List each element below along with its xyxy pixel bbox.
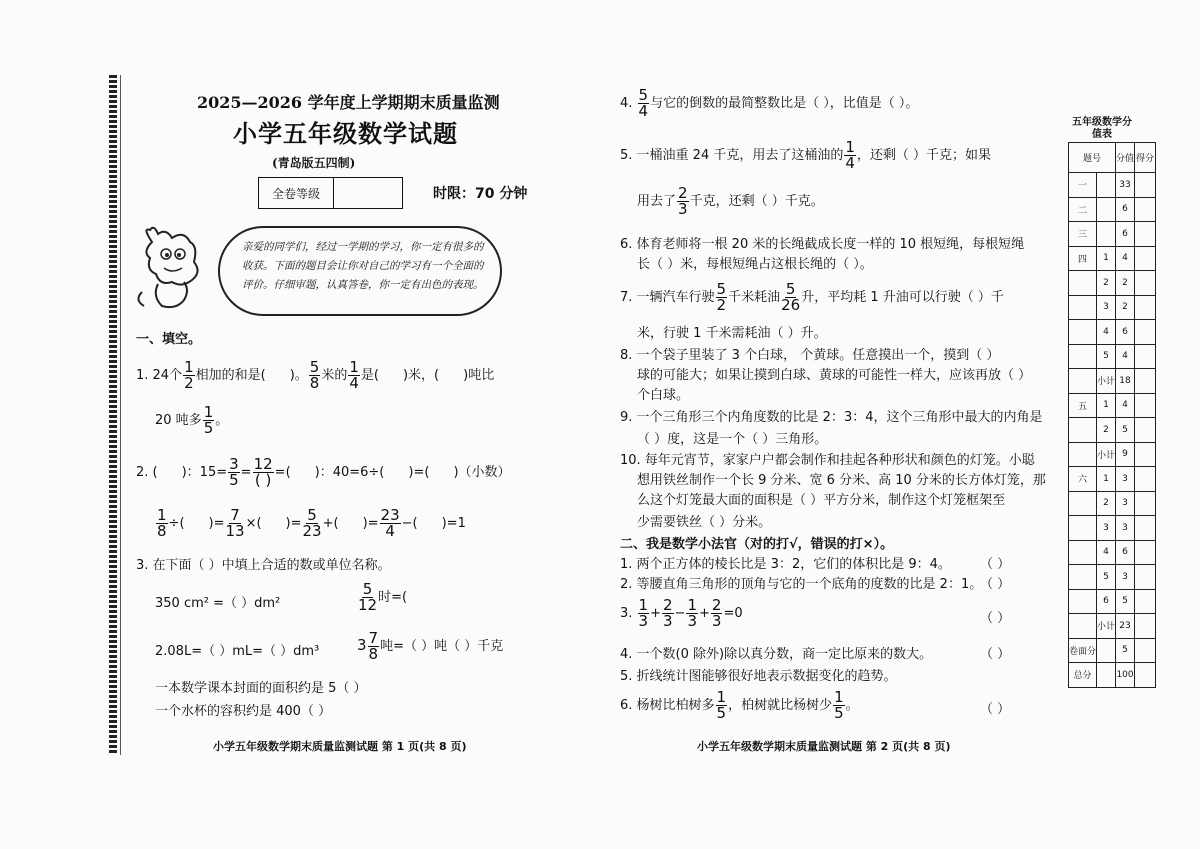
score-row xyxy=(1069,246,1156,271)
score-row-subitem: 4 xyxy=(1097,540,1116,565)
score-row-label xyxy=(1069,271,1097,296)
score-row-label xyxy=(1069,491,1097,516)
score-row-score-field[interactable] xyxy=(1135,344,1156,369)
question-7-line-1: 7. 一辆汽车行驶 $\frac{5}{2}$ 千米耗油 $\frac{5}{26}$ 升，平均耗 1 升油可以行驶（ ）千 xyxy=(620,280,1004,314)
binding-line xyxy=(120,75,121,755)
intro-bubble xyxy=(218,226,502,316)
score-row-subitem xyxy=(1097,197,1116,222)
question-3-a: 350 cm² =（ ）dm² xyxy=(155,596,281,611)
score-row-score-field[interactable] xyxy=(1135,369,1156,394)
score-row xyxy=(1069,418,1156,443)
score-row xyxy=(1069,320,1156,345)
score-row-subitem xyxy=(1097,173,1116,198)
judge-5: 5. 折线统计图能够很好地表示数据变化的趋势。 xyxy=(620,669,897,684)
score-row-score-field[interactable] xyxy=(1135,491,1156,516)
score-row-subitem xyxy=(1097,663,1116,688)
score-row-label xyxy=(1069,614,1097,639)
question-1-line-1: 1. 24个 $\frac{1}{2}$ 相加的和是( )。 $\frac{5}{8}$ 米的 $\frac{1}{4}$ 是( )米，( )吨比 xyxy=(136,358,495,392)
score-row-score-field[interactable] xyxy=(1135,197,1156,222)
score-row-subitem: 小计 xyxy=(1097,369,1116,394)
score-row xyxy=(1069,393,1156,418)
score-row-score-field[interactable] xyxy=(1135,467,1156,492)
score-row-subitem: 3 xyxy=(1097,516,1116,541)
score-row-value: 6 xyxy=(1116,197,1135,222)
score-row-label xyxy=(1069,516,1097,541)
score-row-label xyxy=(1069,295,1097,320)
score-row xyxy=(1069,369,1156,394)
grade-box xyxy=(258,177,403,209)
score-row-label: 六 xyxy=(1069,467,1097,492)
score-row xyxy=(1069,638,1156,663)
grade-field[interactable] xyxy=(334,178,403,209)
question-8-line-3: 个白球。 xyxy=(637,388,690,403)
score-row-value: 3 xyxy=(1116,467,1135,492)
score-row-label: 卷面分 xyxy=(1069,638,1097,663)
score-row-score-field[interactable] xyxy=(1135,295,1156,320)
score-row-value: 4 xyxy=(1116,393,1135,418)
score-row-label: 三 xyxy=(1069,222,1097,247)
judge-2: 2. 等腰直角三角形的顶角与它的一个底角的度数的比是 2：1。 xyxy=(620,577,983,592)
question-10-line-1: 10. 每年元宵节，家家户户都会制作和挂起各种形状和颜色的灯笼。小聪 xyxy=(620,453,1035,468)
score-row-subitem xyxy=(1097,222,1116,247)
section-1-title: 一、填空。 xyxy=(136,332,202,347)
question-1-line-2: 20 吨多 $\frac{1}{5}$ 。 xyxy=(155,403,229,437)
score-row-label xyxy=(1069,418,1097,443)
intro-text: 亲爱的同学们，经过一学期的学习，你一定有很多的收获。下面的题目会让你对自己的学习有一个全面的评价。仔细审题，认真答卷，你一定有出色的表现。 xyxy=(242,241,484,291)
question-3-f: 一个水杯的容积约是 400（ ） xyxy=(155,704,332,719)
score-row-score-field[interactable] xyxy=(1135,638,1156,663)
score-row-value: 6 xyxy=(1116,320,1135,345)
score-row xyxy=(1069,663,1156,688)
score-row xyxy=(1069,173,1156,198)
score-row-score-field[interactable] xyxy=(1135,173,1156,198)
section-2-title: 二、我是数学小法官（对的打√，错误的打×）。 xyxy=(620,537,894,552)
score-row-subitem: 3 xyxy=(1097,295,1116,320)
score-row-score-field[interactable] xyxy=(1135,222,1156,247)
score-row-score-field[interactable] xyxy=(1135,614,1156,639)
score-row-subitem: 2 xyxy=(1097,418,1116,443)
question-2-line-1: 2. ( )：15= $\frac{3}{5}$ = $\frac{12}{( )}$ =( )：40=6÷( )=( )（小数） xyxy=(136,455,511,489)
score-row-score-field[interactable] xyxy=(1135,320,1156,345)
score-row-value: 4 xyxy=(1116,344,1135,369)
judge-3: 3. $\frac{1}{3}$ + $\frac{2}{3}$ − $\frac{1}{3}$ + $\frac{2}{3}$ =0 xyxy=(620,596,743,630)
score-row xyxy=(1069,589,1156,614)
score-row xyxy=(1069,344,1156,369)
score-row-value: 9 xyxy=(1116,442,1135,467)
score-row xyxy=(1069,197,1156,222)
question-10-line-2: 想用铁丝制作一个长 9 分米、宽 6 分米、高 10 分米的长方体灯笼，那 xyxy=(637,473,1046,488)
question-8-line-1: 8. 一个袋子里装了 3 个白球， 个黄球。任意摸出一个，摸到（ ） xyxy=(620,348,1000,363)
main-title: 小学五年级数学试题 xyxy=(233,119,458,148)
score-row-value: 5 xyxy=(1116,418,1135,443)
score-row-score-field[interactable] xyxy=(1135,271,1156,296)
score-row xyxy=(1069,295,1156,320)
judge-6-answer[interactable]: （ ） xyxy=(980,702,1011,717)
score-row-score-field[interactable] xyxy=(1135,589,1156,614)
score-row-value: 23 xyxy=(1116,614,1135,639)
score-row-label: 四 xyxy=(1069,246,1097,271)
binding-margin xyxy=(109,75,117,755)
time-limit: 时限：70 分钟 xyxy=(433,186,528,202)
question-4: 4. $\frac{5}{4}$ 与它的倒数的最简整数比是（ ），比值是（ ）。 xyxy=(620,86,919,120)
score-row-value: 2 xyxy=(1116,295,1135,320)
score-row-score-field[interactable] xyxy=(1135,246,1156,271)
score-row-subitem: 5 xyxy=(1097,344,1116,369)
score-row-subitem: 4 xyxy=(1097,320,1116,345)
question-5-line-2: 用去了 $\frac{2}{3}$ 千克，还剩（ ）千克。 xyxy=(637,184,824,218)
question-10-line-4: 少需要铁丝（ ）分米。 xyxy=(637,515,772,530)
question-3-c: 2.08L=（ ）mL=（ ）dm³ xyxy=(155,644,320,659)
score-head-score: 得分 xyxy=(1135,143,1156,173)
score-row-value: 3 xyxy=(1116,491,1135,516)
score-table xyxy=(1068,142,1156,688)
question-7-line-2: 米，行驶 1 千米需耗油（ ）升。 xyxy=(637,326,827,341)
score-row-subitem: 2 xyxy=(1097,491,1116,516)
score-row-value: 5 xyxy=(1116,638,1135,663)
score-head-value: 分值 xyxy=(1116,143,1135,173)
score-row-subitem: 1 xyxy=(1097,393,1116,418)
score-row-score-field[interactable] xyxy=(1135,540,1156,565)
score-row xyxy=(1069,491,1156,516)
score-row-label xyxy=(1069,344,1097,369)
score-row xyxy=(1069,467,1156,492)
score-row-value: 5 xyxy=(1116,589,1135,614)
score-row xyxy=(1069,271,1156,296)
score-row-value: 18 xyxy=(1116,369,1135,394)
score-row-label: 二 xyxy=(1069,197,1097,222)
page-1-footer: 小学五年级数学期末质量监测试题 第 1 页(共 8 页) xyxy=(213,740,467,753)
score-row-score-field[interactable] xyxy=(1135,393,1156,418)
score-row-score-field[interactable] xyxy=(1135,442,1156,467)
score-row-subitem: 1 xyxy=(1097,467,1116,492)
judge-4-answer[interactable]: （ ） xyxy=(980,647,1011,662)
question-2-line-2: $\frac{1}{8}$ ÷( )= $\frac{7}{13}$ ×( )= $\frac{5}{23}$ +( )= $\frac{23}{4}$ −( )=1 xyxy=(157,506,466,540)
score-row xyxy=(1069,442,1156,467)
score-row-label xyxy=(1069,540,1097,565)
score-row-label xyxy=(1069,565,1097,590)
question-3-d: 3 $\frac{7}{8}$ 吨=（ ）吨（ ）千克 xyxy=(357,629,504,663)
question-6-line-2: 长（ ）米，每根短绳占这根长绳的（ ）。 xyxy=(637,257,873,272)
judge-1-answer[interactable]: （ ） xyxy=(980,557,1011,572)
score-row-label xyxy=(1069,442,1097,467)
score-row xyxy=(1069,614,1156,639)
question-3-b: $\frac{5}{12}$ 时=( xyxy=(358,580,408,614)
score-row xyxy=(1069,516,1156,541)
question-3-e: 一本数学课本封面的面积约是 5（ ） xyxy=(155,681,367,696)
score-row-label xyxy=(1069,369,1097,394)
score-row-subitem: 1 xyxy=(1097,246,1116,271)
score-row-label xyxy=(1069,589,1097,614)
question-3: 3. 在下面（ ）中填上合适的数或单位名称。 xyxy=(136,558,391,573)
score-row-score-field[interactable] xyxy=(1135,516,1156,541)
score-row-value: 3 xyxy=(1116,565,1135,590)
score-row xyxy=(1069,540,1156,565)
score-row-label: 五 xyxy=(1069,393,1097,418)
question-10-line-3: 么这个灯笼最大面的面积是（ ）平方分米，制作这个灯笼框架至 xyxy=(637,493,1006,508)
judge-4: 4. 一个数(0 除外)除以真分数，商一定比原来的数大。 xyxy=(620,647,933,662)
judge-3-answer[interactable]: （ ） xyxy=(980,611,1011,626)
score-row-label xyxy=(1069,320,1097,345)
grade-label: 全卷等级 xyxy=(259,178,334,209)
edition-label: (青岛版五四制) xyxy=(272,156,356,170)
score-table-title: 五年级数学分值表 xyxy=(1072,117,1132,140)
score-row-value: 2 xyxy=(1116,271,1135,296)
score-row-value: 6 xyxy=(1116,540,1135,565)
score-row-subitem: 5 xyxy=(1097,565,1116,590)
question-9-line-2: （ ）度，这是一个（ ）三角形。 xyxy=(637,432,828,447)
score-row-score-field[interactable] xyxy=(1135,418,1156,443)
question-5-line-1: 5. 一桶油重 24 千克，用去了这桶油的 $\frac{1}{4}$ ，还剩（ ）千克；如果 xyxy=(620,138,992,172)
judge-2-answer[interactable]: （ ） xyxy=(980,577,1011,592)
score-row-subitem: 小计 xyxy=(1097,442,1116,467)
score-row-label: 一 xyxy=(1069,173,1097,198)
question-8-line-2: 球的可能大；如果让摸到白球、黄球的可能性一样大，应该再放（ ） xyxy=(637,368,1032,383)
score-row-score-field[interactable] xyxy=(1135,663,1156,688)
score-head-number: 题号 xyxy=(1069,143,1116,173)
score-row-value: 6 xyxy=(1116,222,1135,247)
score-row-score-field[interactable] xyxy=(1135,565,1156,590)
dragon-mascot-icon xyxy=(132,222,212,312)
score-row-value: 100 xyxy=(1116,663,1135,688)
judge-6: 6. 杨树比柏树多 $\frac{1}{5}$ ，柏树就比杨树少 $\frac{1}{5}$ 。 xyxy=(620,688,859,722)
score-row-subitem: 6 xyxy=(1097,589,1116,614)
question-6-line-1: 6. 体育老师将一根 20 米的长绳截成长度一样的 10 根短绳，每根短绳 xyxy=(620,237,1025,252)
score-row-subitem xyxy=(1097,638,1116,663)
score-row-subitem: 小计 xyxy=(1097,614,1116,639)
page-2-footer: 小学五年级数学期末质量监测试题 第 2 页(共 8 页) xyxy=(697,740,951,753)
exam-title: 2025—2026 学年度上学期期末质量监测 xyxy=(197,93,500,112)
score-row-subitem: 2 xyxy=(1097,271,1116,296)
score-row-value: 3 xyxy=(1116,516,1135,541)
question-9-line-1: 9. 一个三角形三个内角度数的比是 2：3：4，这个三角形中最大的内角是 xyxy=(620,410,1043,425)
score-row-value: 33 xyxy=(1116,173,1135,198)
score-row-label: 总分 xyxy=(1069,663,1097,688)
judge-1: 1. 两个正方体的棱长比是 3：2，它们的体积比是 9：4。 xyxy=(620,557,951,572)
score-row xyxy=(1069,222,1156,247)
score-row-value: 4 xyxy=(1116,246,1135,271)
score-row xyxy=(1069,565,1156,590)
